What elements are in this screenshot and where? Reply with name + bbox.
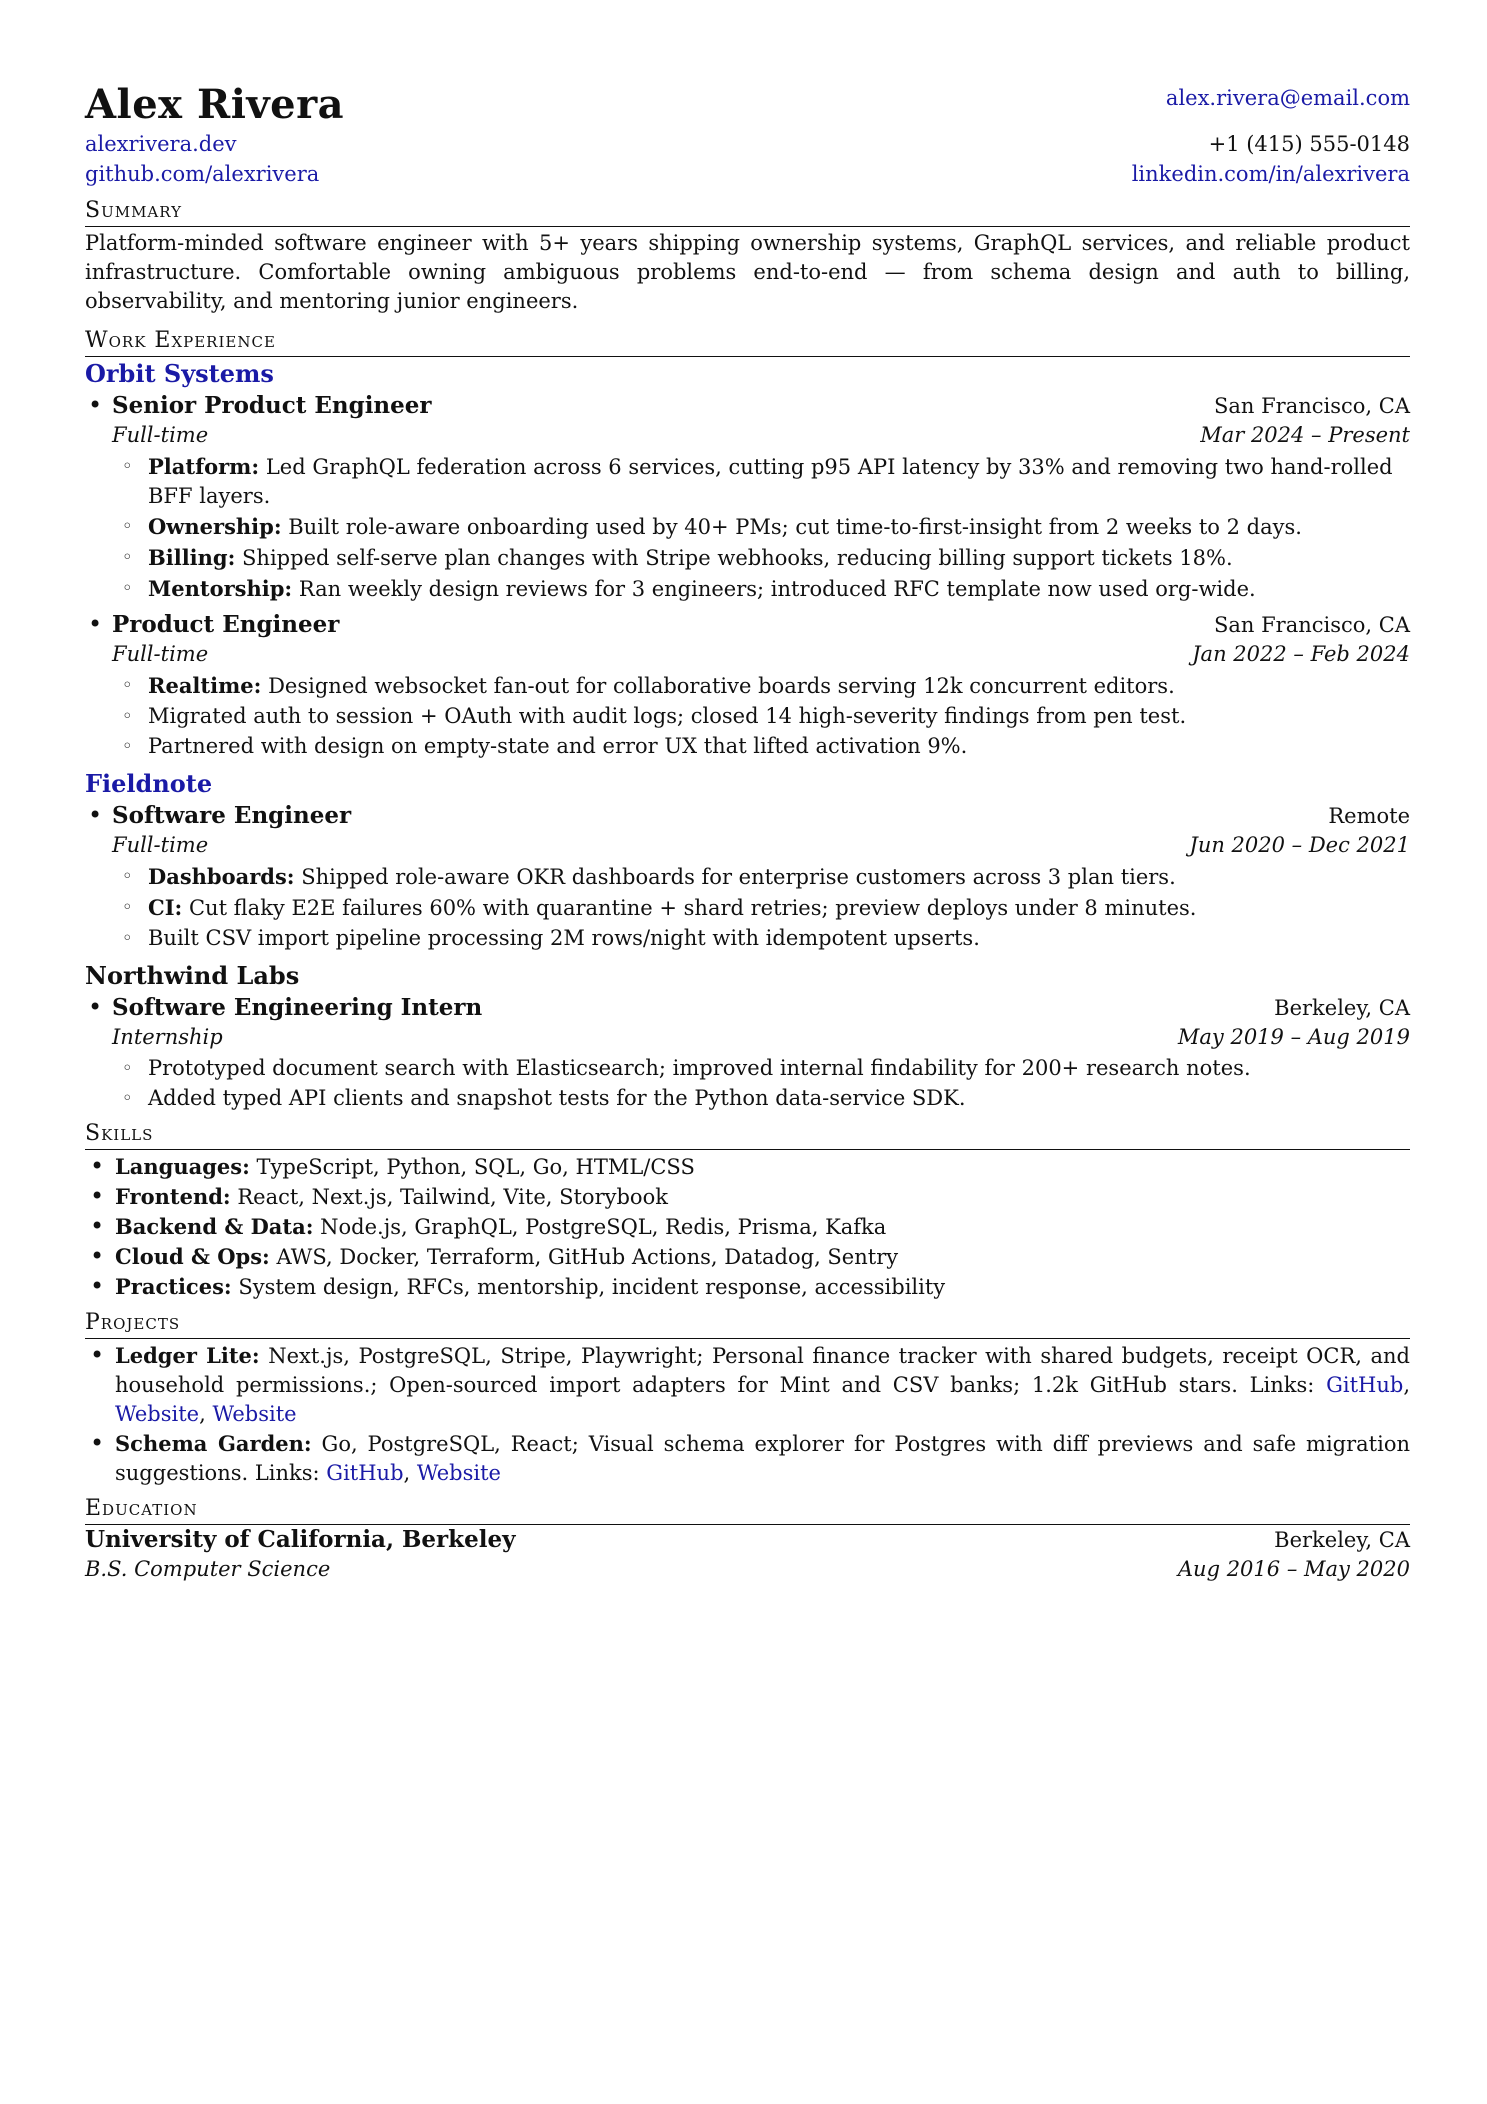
project-item	[115, 1429, 1410, 1488]
skill-text: AWS, Docker, Terraform, GitHub Actions, Datadog, Sentry	[269, 1245, 899, 1269]
degree: B.S. Computer Science	[85, 1557, 331, 1581]
achievement-item	[148, 893, 1410, 923]
skill-label: Languages:	[115, 1154, 250, 1179]
project-website-link[interactable]: Website	[115, 1402, 200, 1426]
linkedin-link[interactable]: linkedin.com/in/alexrivera	[1131, 162, 1410, 186]
candidate-name: Alex Rivera	[85, 81, 345, 128]
employment-type: Internship	[112, 1025, 223, 1049]
role-list	[85, 610, 1410, 669]
achievement-label: Mentorship:	[148, 576, 293, 601]
job-location: Remote	[1328, 804, 1410, 828]
achievement-text: Designed websocket fan-out for collaborative boards serving 12k concurrent editors.	[261, 674, 1175, 698]
achievement-item	[148, 574, 1410, 604]
achievement-text: Added typed API clients and snapshot tests for the Python data-service SDK.	[148, 1086, 966, 1110]
job-location: San Francisco, CA	[1213, 394, 1410, 418]
role-item	[85, 391, 1410, 450]
skill-text: Node.js, GraphQL, PostgreSQL, Redis, Prisma, Kafka	[313, 1215, 887, 1239]
achievement-item	[148, 702, 1410, 731]
job-title: • Senior Product Engineer	[112, 392, 432, 419]
achievement-text: Prototyped document search with Elasticsearch; improved internal findability for 200+ research notes.	[148, 1056, 1251, 1080]
project-website-link[interactable]: Website	[416, 1461, 501, 1485]
job-title: • Software Engineering Intern	[112, 994, 483, 1021]
achievement-text: Ran weekly design reviews for 3 engineers; introduced RFC template now used org-wide.	[292, 577, 1256, 601]
skill-text: React, Next.js, Tailwind, Vite, Storybook	[230, 1185, 668, 1209]
achievement-item	[148, 862, 1410, 892]
skills-list	[85, 1152, 1410, 1302]
project-item	[115, 1341, 1410, 1429]
achievement-label: Ownership:	[148, 514, 282, 539]
achievement-text: Shipped self-serve plan changes with Stripe webhooks, reducing billing support tickets 18%.	[235, 546, 1233, 570]
job-dates: Mar 2024 – Present	[1200, 423, 1410, 447]
skill-label: Backend & Data:	[115, 1214, 314, 1239]
achievement-text: Cut flaky E2E failures 60% with quarantine + shard retries; preview deploys under 8 minutes.	[182, 896, 1197, 920]
school-location: Berkeley, CA	[1274, 1528, 1410, 1552]
achievement-list	[85, 1054, 1410, 1113]
phone-number: +1 (415) 555-0148	[1208, 132, 1410, 156]
achievement-label: CI:	[148, 895, 183, 920]
project-github-link[interactable]: GitHub	[326, 1461, 404, 1485]
skill-item	[115, 1182, 1410, 1212]
company-name: Northwind Labs	[85, 961, 300, 990]
achievement-list	[85, 452, 1410, 604]
achievement-item	[148, 924, 1410, 953]
summary-text: Platform-minded software engineer with 5+ years shipping ownership systems, GraphQL services, and reliable product infrastructure. Comfortable owning ambiguous problems end-to-end — from schema design and auth to billing, observability, and mentoring junior engineers.	[85, 231, 1410, 313]
company-name: Fieldnote	[85, 769, 213, 798]
resume-header	[85, 0, 1410, 196]
achievement-label: Platform:	[148, 454, 260, 479]
achievement-label: Billing:	[148, 545, 236, 570]
achievement-item	[148, 671, 1410, 701]
email-link[interactable]: alex.rivera@email.com	[1165, 86, 1410, 110]
achievement-text: Shipped role-aware OKR dashboards for enterprise customers across 3 plan tiers.	[294, 865, 1176, 889]
company-name: Orbit Systems	[85, 359, 274, 388]
project-text: Go, PostgreSQL, React; Visual schema explorer for Postgres with diff previews and safe migration suggestions. Links:	[115, 1432, 1411, 1485]
skills-heading: Skills	[85, 1119, 1410, 1150]
education-dates: Aug 2016 – May 2020	[1177, 1557, 1410, 1581]
skill-label: Cloud & Ops:	[115, 1244, 270, 1269]
skill-label: Frontend:	[115, 1184, 231, 1209]
job-dates: Jun 2020 – Dec 2021	[1189, 833, 1410, 857]
role-list	[85, 993, 1410, 1052]
github-link[interactable]: github.com/alexrivera	[85, 162, 320, 186]
role-item	[85, 610, 1410, 669]
education-row	[85, 1525, 1410, 1555]
link-separator: ,	[1403, 1373, 1410, 1397]
achievement-list	[85, 671, 1410, 761]
achievement-text: Built CSV import pipeline processing 2M rows/night with idempotent upserts.	[148, 926, 980, 950]
job-location: San Francisco, CA	[1213, 613, 1410, 637]
skill-label: Practices:	[115, 1274, 232, 1299]
skill-item	[115, 1212, 1410, 1242]
skill-item	[115, 1152, 1410, 1182]
link-separator: ,	[403, 1461, 417, 1485]
achievement-text: Migrated auth to session + OAuth with audit logs; closed 14 high-severity findings from pen test.	[148, 704, 1187, 728]
achievement-list	[85, 862, 1410, 953]
role-item	[85, 801, 1410, 860]
job-location: Berkeley, CA	[1274, 996, 1410, 1020]
skill-text: System design, RFCs, mentorship, incident response, accessibility	[231, 1275, 946, 1299]
job-dates: Jan 2022 – Feb 2024	[1192, 642, 1410, 666]
projects-list	[85, 1341, 1410, 1488]
achievement-item	[148, 512, 1410, 542]
achievement-item	[148, 1054, 1410, 1083]
skill-item	[115, 1242, 1410, 1272]
role-list	[85, 391, 1410, 450]
project-label: Schema Garden:	[115, 1431, 312, 1456]
role-item	[85, 993, 1410, 1052]
summary-heading: Summary	[85, 196, 1410, 227]
employment-type: Full-time	[112, 423, 209, 447]
achievement-item	[148, 1084, 1410, 1113]
job-title: • Product Engineer	[112, 611, 340, 638]
education-detail-row	[85, 1555, 1410, 1584]
project-github-link[interactable]: GitHub	[1326, 1373, 1404, 1397]
projects-heading: Projects	[85, 1308, 1410, 1339]
employment-type: Full-time	[112, 833, 209, 857]
project-text: Next.js, PostgreSQL, Stripe, Playwright; Personal finance tracker with shared budgets, receipt OCR, and household permissions.; Open-sourced import adapters for Mint and CSV banks; 1.2k GitHub stars. Links:	[115, 1344, 1410, 1397]
job-dates: May 2019 – Aug 2019	[1177, 1025, 1410, 1049]
achievement-label: Realtime:	[148, 673, 262, 698]
achievement-label: Dashboards:	[148, 864, 295, 889]
achievement-text: Built role-aware onboarding used by 40+ PMs; cut time-to-first-insight from 2 weeks to 2 days.	[281, 515, 1302, 539]
achievement-item	[148, 543, 1410, 573]
link-separator: ,	[199, 1402, 213, 1426]
role-list	[85, 801, 1410, 860]
education-heading: Education	[85, 1494, 1410, 1525]
resume-page	[85, 0, 1410, 1584]
job-title: • Software Engineer	[112, 802, 352, 829]
achievement-item	[148, 732, 1410, 761]
project-website-link[interactable]: Website	[212, 1402, 297, 1426]
school-name: University of California, Berkeley	[85, 1526, 516, 1553]
experience-heading: Work Experience	[85, 326, 1410, 357]
skill-item	[115, 1272, 1410, 1302]
project-label: Ledger Lite:	[115, 1343, 260, 1368]
achievement-item	[148, 452, 1410, 511]
achievement-text: Led GraphQL federation across 6 services, cutting p95 API latency by 33% and removing two hand-rolled BFF layers.	[148, 455, 1393, 508]
skill-text: TypeScript, Python, SQL, Go, HTML/CSS	[249, 1155, 695, 1179]
website-link[interactable]: alexrivera.dev	[85, 132, 237, 156]
employment-type: Full-time	[112, 642, 209, 666]
achievement-text: Partnered with design on empty-state and error UX that lifted activation 9%.	[148, 734, 968, 758]
